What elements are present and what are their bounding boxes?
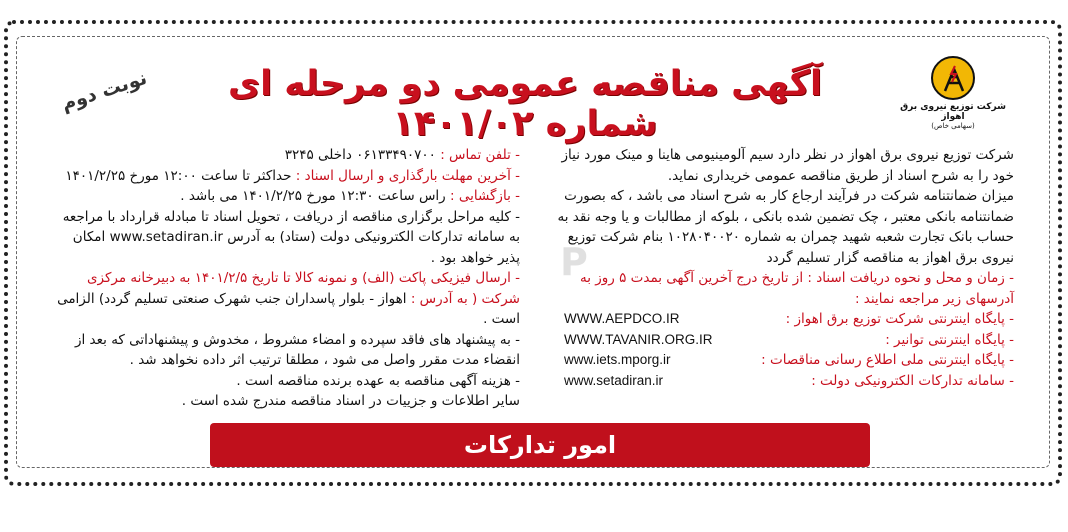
deadline-label: - آخرین مهلت بارگذاری و ارسال اسناد : xyxy=(295,167,520,184)
left-column xyxy=(50,145,520,412)
aepdco-link[interactable]: WWW.AEPDCO.IR xyxy=(564,311,680,326)
logo-company-name: شرکت توزیع نیروی برق اهواز xyxy=(900,102,1006,122)
stages-text: - کلیه مراحل برگزاری مناقصه از دریافت ، تحویل اسناد تا مبادله قرارداد با مراجعه به سامانه تدارکات الکترونیکی دولت (ستاد) به آدرس www.setadiran.ir امکان پذیر خواهد بود . xyxy=(62,208,520,266)
link-label: - سامانه تدارکات الکترونیکی دولت : xyxy=(811,372,1014,389)
link-label: - پایگاه اینترنتی توانیر : xyxy=(885,331,1014,348)
opening-label: - بازگشایی : xyxy=(450,188,520,204)
logo-company-type: (سهامی خاص) xyxy=(931,122,975,130)
intro-text: شرکت توزیع نیروی برق اهواز در نظر دارد سیم آلومینیومی هاینا و مینک مورد نیاز خود را به شرح اسناد از طریق مناقصه عمومی خریداری نماید. xyxy=(561,147,1014,184)
link-row xyxy=(544,371,1014,392)
deadline-line xyxy=(50,166,520,187)
advert-cost-text: - هزینه آگهی مناقصه به عهده برنده مناقصه است . xyxy=(236,372,520,389)
other-info-text: سایر اطلاعات و جزییات در اسناد مناقصه مندرج شده است . xyxy=(181,393,520,409)
guarantee-text: میزان ضمانتنامه شرکت در فرآیند ارجاع کار به شرح اسناد می باشد ، که بصورت ضمانتنامه بانکی معتبر ، چک تضمین شده بانکی ، بلوکه از مطالبات و یا وجه نقد به حساب بانک تجارت شعبه شهید چمران به شماره ۱۰۲۸۰۴۰۰۲۰ بنام شرکت توزیع نیروی برق اهواز به مناقصه گزار تسلیم گردد xyxy=(557,188,1014,266)
setadiran-link[interactable]: www.setadiran.ir xyxy=(564,372,664,388)
tavanir-link[interactable]: WWW.TAVANIR.ORG.IR xyxy=(564,331,713,347)
iets-link[interactable]: www.iets.mporg.ir xyxy=(564,352,671,367)
link-row xyxy=(544,330,1014,351)
link-label: - پایگاه اینترنتی ملی اطلاع رسانی مناقصات : xyxy=(761,352,1014,368)
invalid-bids-text: - به پیشنهاد های فاقد سپرده و امضاء مشروط ، مخدوش و پیشنهاداتی که بعد از انقضاء مدت مقرر واصل می شود ، مطلقا ترتیب اثر داده نخواهد شد . xyxy=(74,331,520,368)
link-label: - پایگاه اینترنتی شرکت توزیع برق اهواز : xyxy=(785,311,1014,327)
phone-label: - تلفن تماس : xyxy=(440,147,520,163)
company-logo xyxy=(898,56,1008,130)
link-row xyxy=(544,350,1014,371)
footer-department: امور تدارکات xyxy=(463,431,617,459)
watermark: P xyxy=(560,240,588,284)
right-column xyxy=(544,145,1014,391)
opening-value: راس ساعت ۱۲:۳۰ مورخ ۱۴۰۱/۲/۲۵ می باشد . xyxy=(180,188,446,204)
physical-submission-rest: اهواز - بلوار پاسداران جنب شهرک صنعتی تسلیم گردد) الزامی است . xyxy=(57,290,520,327)
deadline-value: حداکثر تا ساعت ۱۲:۰۰ مورخ ۱۴۰۱/۲/۲۵ xyxy=(65,167,292,184)
document-receipt-text: - زمان و محل و نحوه دریافت اسناد : از تاریخ درج آخرین آگهی بمدت ۵ روز به آدرسهای زیر مراجعه نمایند : xyxy=(579,270,1014,307)
notice-title: آگهی مناقصه عمومی دو مرحله ای شماره ۱۴۰۱/۰۲ xyxy=(228,64,822,144)
power-tower-lightning-icon xyxy=(931,56,975,100)
phone-line xyxy=(50,145,520,166)
link-row xyxy=(544,309,1014,330)
phone-value: ۰۶۱۳۳۴۹۰۷۰۰ داخلی ۳۲۴۵ xyxy=(284,147,436,163)
round-label: نوبت دوم xyxy=(58,66,150,116)
physical-submission-line xyxy=(50,268,520,330)
opening-line xyxy=(50,186,520,207)
physical-submission-red: - ارسال فیزیکی پاکت (الف) و نمونه کالا تا تاریخ ۱۴۰۱/۲/۵ به دبیرخانه مرکزی شرکت ( به آدرس : xyxy=(86,270,520,307)
